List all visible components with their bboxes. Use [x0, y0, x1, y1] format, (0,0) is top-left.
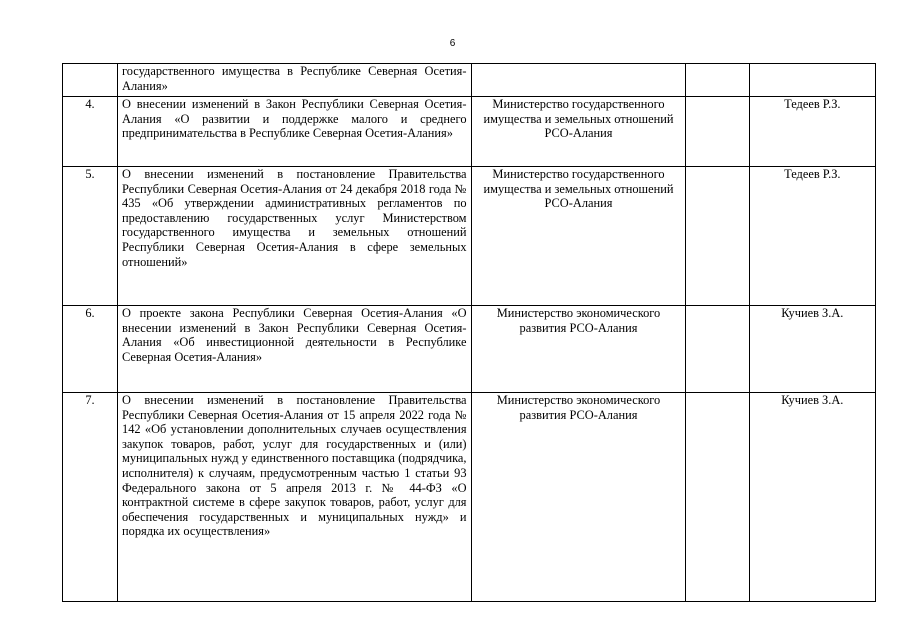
row-number-cell [63, 64, 118, 97]
row-title-cell: О проекте закона Республики Северная Осетия-Алания «О внесении изменений в Закон Республики Северная Осетия-Алания «Об инвестиционной деятельности в Республике Северная Осетия-Алания» [118, 306, 472, 393]
table-row [63, 393, 876, 602]
row-number-cell: 7. [63, 393, 118, 602]
row-blank-cell [686, 64, 749, 97]
agenda-table [62, 63, 876, 602]
table-row [63, 64, 876, 97]
row-organization-cell: Министерство экономического развития РСО-Алания [471, 306, 686, 393]
row-organization-cell [471, 64, 686, 97]
row-organization-cell: Министерство экономического развития РСО-Алания [471, 393, 686, 602]
row-organization-cell: Министерство государственного имущества и земельных отношений РСО-Алания [471, 97, 686, 167]
row-blank-cell [686, 393, 749, 602]
row-responsible-cell: Тедеев Р.З. [749, 167, 875, 306]
row-responsible-cell: Тедеев Р.З. [749, 97, 875, 167]
row-number-cell: 4. [63, 97, 118, 167]
row-title-cell: О внесении изменений в постановление Правительства Республики Северная Осетия-Алания от 15 апреля 2022 года № 142 «Об установлении дополнительных случаев осуществления закупок товаров, работ, услуг для государственных и (или) муниципальных нужд у единственного поставщика (подрядчика, исполнителя) к случаям, предусмотренным частью 1 статьи 93 Федерального закона от 5 апреля 2013 г. № 44-ФЗ «О контрактной системе в сфере закупок товаров, работ, услуг для обеспечения государственных и муниципальных нужд» и порядка их осуществления» [118, 393, 472, 602]
row-blank-cell [686, 306, 749, 393]
row-number-cell: 5. [63, 167, 118, 306]
page-number: 6 [449, 38, 456, 49]
row-responsible-cell [749, 64, 875, 97]
table-row [63, 97, 876, 167]
table-row [63, 167, 876, 306]
row-title-cell: О внесении изменений в Закон Республики Северная Осетия-Алания «О развитии и поддержке малого и среднего предпринимательства в Республике Северная Осетия-Алания» [118, 97, 472, 167]
row-blank-cell [686, 167, 749, 306]
row-organization-cell: Министерство государственного имущества и земельных отношений РСО-Алания [471, 167, 686, 306]
row-title-cell: государственного имущества в Республике Северная Осетия-Алания» [118, 64, 472, 97]
row-title-cell: О внесении изменений в постановление Правительства Республики Северная Осетия-Алания от 24 декабря 2018 года № 435 «Об утверждении административных регламентов по предоставлению государственных услуг Министерством государственного имущества и земельных отношений Республики Северная Осетия-Алания в сфере земельных отношений» [118, 167, 472, 306]
row-blank-cell [686, 97, 749, 167]
row-number-cell: 6. [63, 306, 118, 393]
row-responsible-cell: Кучиев З.А. [749, 393, 875, 602]
row-responsible-cell: Кучиев З.А. [749, 306, 875, 393]
table-row [63, 306, 876, 393]
